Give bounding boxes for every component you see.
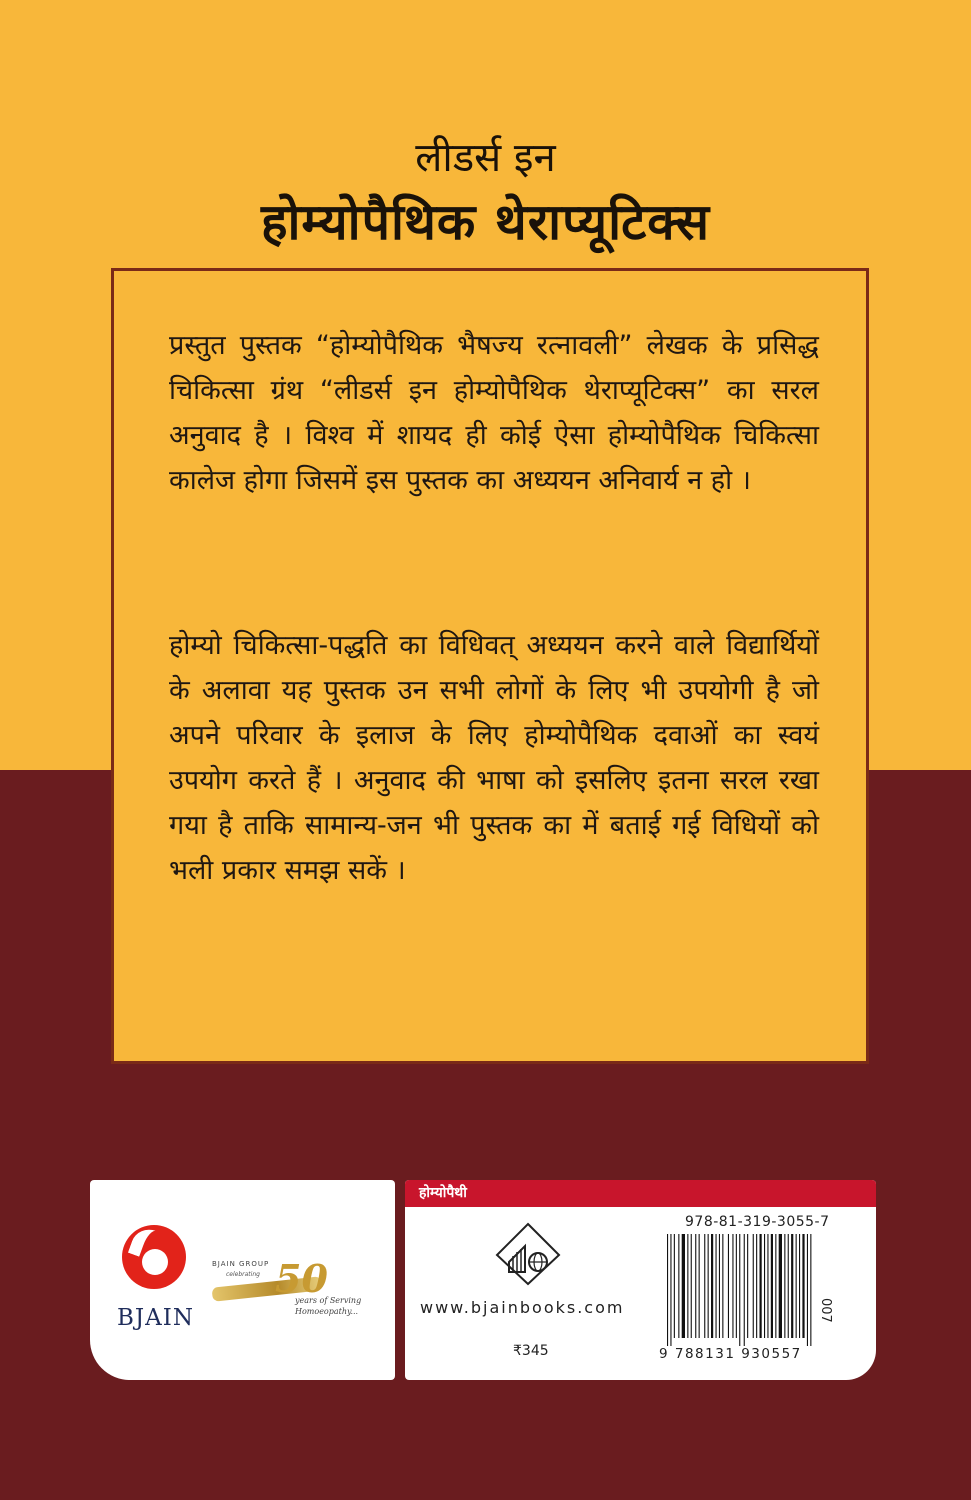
celebrating-label: celebrating bbox=[226, 1271, 260, 1278]
barcode-bar bbox=[682, 1234, 685, 1338]
barcode-bar bbox=[753, 1234, 754, 1338]
anniversary-badge bbox=[212, 1256, 377, 1340]
barcode-bar bbox=[799, 1234, 800, 1338]
barcode-bar bbox=[667, 1234, 668, 1346]
title-line-2: होम्योपैथिक थेराप्यूटिक्स bbox=[260, 193, 711, 251]
barcode-bar bbox=[736, 1234, 737, 1338]
group-label: BJAIN GROUP bbox=[212, 1260, 270, 1268]
barcode-bar bbox=[764, 1234, 765, 1338]
blurb-paragraph-1: प्रस्तुत पुस्तक “होम्योपैथिक भैषज्य रत्नावली” लेखक के प्रसिद्ध चिकित्सा ग्रंथ “लीडर्स इन होम्योपैथिक थेराप्यूटिक्स” का सरल अनुवाद है । विश्व में शायद ही कोई ऐसा होम्योपैथिक चिकित्सा कालेज होगा जिसमें इस पुस्तक का अध्ययन अनिवार्य न हो । bbox=[169, 330, 819, 496]
barcode-bar bbox=[704, 1234, 705, 1338]
barcode-bar bbox=[779, 1234, 782, 1338]
barcode-card bbox=[405, 1180, 876, 1380]
barcode-bar bbox=[807, 1234, 808, 1346]
publisher-card bbox=[90, 1180, 395, 1380]
barcode-bar bbox=[732, 1234, 733, 1338]
publisher-website: www.bjainbooks.com bbox=[420, 1298, 625, 1317]
barcode-bar bbox=[771, 1234, 773, 1338]
anniversary-line-2: Homoeopathy... bbox=[295, 1307, 359, 1316]
barcode-image bbox=[667, 1234, 829, 1346]
barcode-bar bbox=[728, 1234, 729, 1338]
price-label: ₹345 bbox=[513, 1343, 549, 1359]
barcode-bar bbox=[791, 1234, 793, 1338]
barcode-bar bbox=[739, 1234, 740, 1346]
barcode-bar bbox=[756, 1234, 757, 1338]
barcode-bar bbox=[722, 1234, 723, 1338]
barcode-bar bbox=[767, 1234, 768, 1338]
barcode-bar bbox=[678, 1234, 679, 1338]
barcode-bar bbox=[775, 1234, 776, 1338]
barcode-digits: 9 788131 930557 bbox=[659, 1346, 802, 1362]
blurb-paragraph-2: होम्यो चिकित्सा-पद्धति का विधिवत् अध्ययन करने वाले विद्यार्थियों के अलावा यह पुस्तक उन सभी लोगों के लिए भी उपयोगी है जो अपने परिवार के इलाज के लिए होम्योपैथिक दवाओं का स्वयं उपयोग करते हैं । अनुवाद की भाषा को इसलिए इतना सरल रखा गया है ताकि सामान्य-जन भी पुस्तक का में बताई गई विधियों को भली प्रकार समझ सकें । bbox=[169, 630, 819, 886]
blurb-box bbox=[111, 268, 869, 1064]
bjain-logo-icon bbox=[122, 1225, 186, 1289]
category-bar bbox=[405, 1180, 876, 1207]
barcode-bar bbox=[747, 1234, 748, 1338]
barcode-bar bbox=[784, 1234, 785, 1338]
barcode-bar bbox=[788, 1234, 789, 1338]
barcode-bar bbox=[719, 1234, 720, 1338]
addon-code: 007 bbox=[818, 1298, 833, 1323]
barcode-bar bbox=[796, 1234, 797, 1338]
anniversary-number: 50 bbox=[275, 1256, 328, 1301]
barcode-bar bbox=[708, 1234, 709, 1338]
barcode-bar bbox=[716, 1234, 717, 1338]
barcode-bar bbox=[711, 1234, 713, 1338]
barcode-bar bbox=[674, 1234, 675, 1338]
title-line-1: लीडर्स इन bbox=[415, 135, 556, 181]
barcode-bar bbox=[691, 1234, 692, 1338]
barcode-bar bbox=[760, 1234, 762, 1338]
barcode-bar bbox=[699, 1234, 700, 1338]
book-logo-icon bbox=[495, 1222, 561, 1286]
barcode-bar bbox=[670, 1234, 671, 1346]
barcode-bar bbox=[687, 1234, 688, 1338]
anniversary-line-1: years of Serving bbox=[295, 1296, 362, 1305]
isbn-number: 978-81-319-3055-7 bbox=[685, 1214, 830, 1230]
barcode-bar bbox=[695, 1234, 696, 1338]
category-label: होम्योपैथी bbox=[419, 1185, 467, 1201]
barcode-bar bbox=[744, 1234, 745, 1346]
barcode-bar bbox=[802, 1234, 804, 1338]
barcode-bar bbox=[810, 1234, 811, 1346]
publisher-logo-name: BJAIN bbox=[117, 1305, 194, 1331]
